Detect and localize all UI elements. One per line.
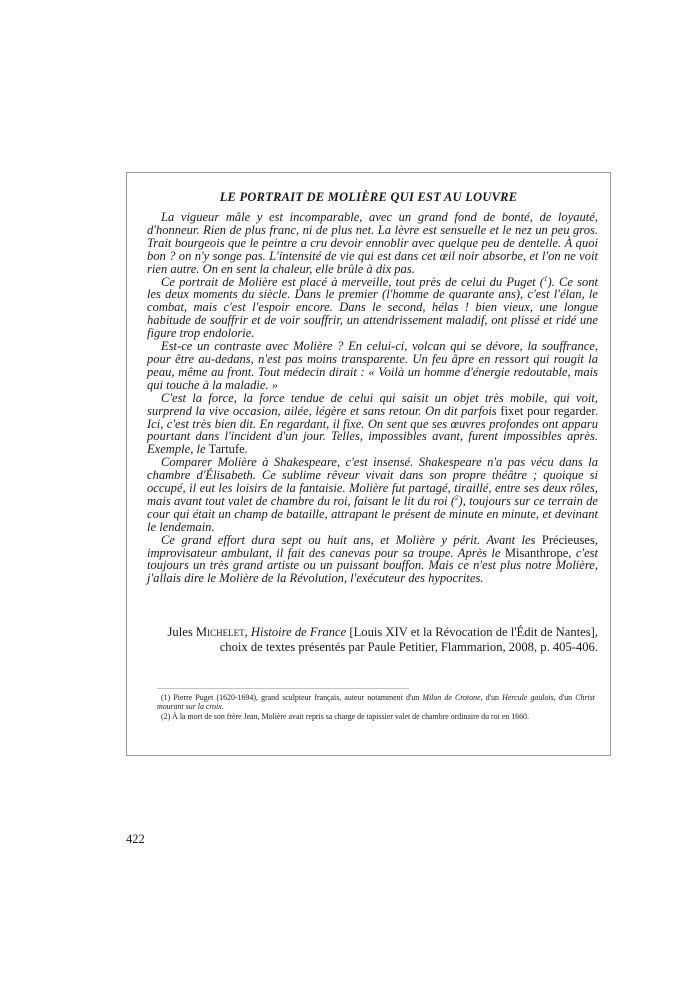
paragraph-2 [147,276,598,341]
footnote-1-part-b: , d'un [480,693,503,702]
paragraph-4-roman-phrase: fixet pour regarder. [500,403,598,418]
paragraph-4-part-b: Ici, c'est très bien dit. En regardant, il fixe. On sent que ses œuvres profondes ont apparu pourtant dans l'incident d'un jour. Telles, impossibles avant, furent impossibles après. Exemple, le [147,416,598,457]
work-title-precieuses: Précieuses [541,532,595,547]
source-citation [147,625,598,655]
paragraph-2-part-b: ). Ce sont les deux moments du siècle. Dans le premier (l'homme de quarante ans), c'est l'élan, le combat, mais c'est l'espoir encore. Dans le second, hélas ! bien vieux, une longue habitude de souffrir et de voir souffrir, un attendrissement maladif, ont plissé et ridé une figure trop endolorie. [147,274,598,341]
source-author-last: Michelet [195,625,245,639]
footnote-1-part-d: . [221,702,224,712]
footnote-1-work-2: Hercule gaulois [502,693,554,702]
paragraph-5-part-a: Comparer Molière à Shakespeare, c'est insensé. Shakespeare n'a pas vécu dans la chambre d'Élisabeth. Ce sublime rêveur vivait dans son propre théâtre ; quoique si occupé, il eut les loisirs de la fantaisie. Molière fut partagé, tiraillé, entre ses deux rôles, mais avant tout valet de chambre du roi, faisant le lit du roi ( [147,455,598,508]
footnote-2: (2) À la mort de son frère Jean, Molière avait repris sa charge de tapissier valet de chambre ordinaire du roi en 1660. [161,712,529,722]
footnote-divider [157,688,409,689]
paragraph-1: La vigueur mâle y est incomparable, avec un grand fond de bonté, de loyauté, d'honneur. Rien de plus franc, ni de plus net. La lèvre est sensuelle et le nez un peu gros. Trait bourgeois que le peintre a cru devoir ennoblir avec quelque peu de dentelle. À quoi bon ? on n'y songe pas. L'intensité de vie qui est dans cet œil noir absorbe, et l'on ne voit rien autre. On en sent la chaleur, elle brûle à dix pas. [147,210,598,276]
work-title-misanthrope: Misanthrope [504,545,569,560]
footnote-1-part-a: (1) Pierre Puget (1620-1694), grand sculpteur français, auteur notamment d'un [161,693,423,702]
footnote-1-work-3: Christ mourant sur la croix [157,693,595,712]
paragraph-3: Est-ce un contraste avec Molière ? En celui-ci, volcan qui se dévore, la souffrance, pour être au-dedans, n'est pas moins transparente. Un feu âpre en ressort qui rougit la peau, même au front. Tout médecin dirait : « Voilà un homme d'énergie redoutable, mais qui touche à la maladie. » [147,339,598,392]
paragraph-5-part-b: ), toujours sur ce terrain de cour qui était un champ de bataille, attrapant le présent de minute en minute, et devinant le lendemain. [147,493,598,534]
excerpt-title: LE PORTRAIT DE MOLIÈRE QUI EST AU LOUVRE [219,190,518,204]
paragraph-4-part-c: . [244,442,248,457]
source-details: [Louis XIV et la Révocation de l'Édit de Nantes], choix de textes présentés par Paule Petitier, Flammarion, 2008, p. 405-406. [219,625,598,654]
footnotes [157,693,595,723]
work-title-tartufe: Tartufe [208,442,245,457]
paragraph-6-part-c: , c'est toujours un très grand artiste ou un puissant bouffon. Mais ce n'est plus notre Molière, j'allais dire le Molière de la Révolution, l'exécuteur des hypocrites. [147,545,599,586]
footnote-ref-2[interactable]: 2 [455,493,459,502]
paragraph-6-part-b: , improvisateur ambulant, il fait des canevas pour sa troupe. Après le [147,532,598,560]
source-separator: , [244,625,251,639]
excerpt-body [147,211,598,585]
footnote-ref-1[interactable]: 1 [543,274,548,283]
paragraph-6-part-a: Ce grand effort dura sept ou huit ans, et Molière y périt. Avant les [161,532,542,547]
source-author-first: Jules [167,625,196,639]
footnote-1 [157,693,595,711]
footnote-1-part-c: , d'un [553,693,576,702]
page-number: 422 [126,832,145,846]
paragraph-4 [147,392,598,457]
paragraph-2-part-a: Ce portrait de Molière est placé à merveille, tout près de celui du Puget ( [161,274,544,289]
source-work-title: Histoire de France [250,625,347,639]
paragraph-5 [147,456,598,533]
paragraph-6 [147,534,598,586]
paragraph-4-part-a: C'est la force, la force tendue de celui qui saisit un objet très mobile, qui voit, surprend la vive occasion, ailée, légère et sans retour. On dit parfois [147,390,598,418]
footnote-1-work-1: Milon de Crotone [422,693,481,702]
